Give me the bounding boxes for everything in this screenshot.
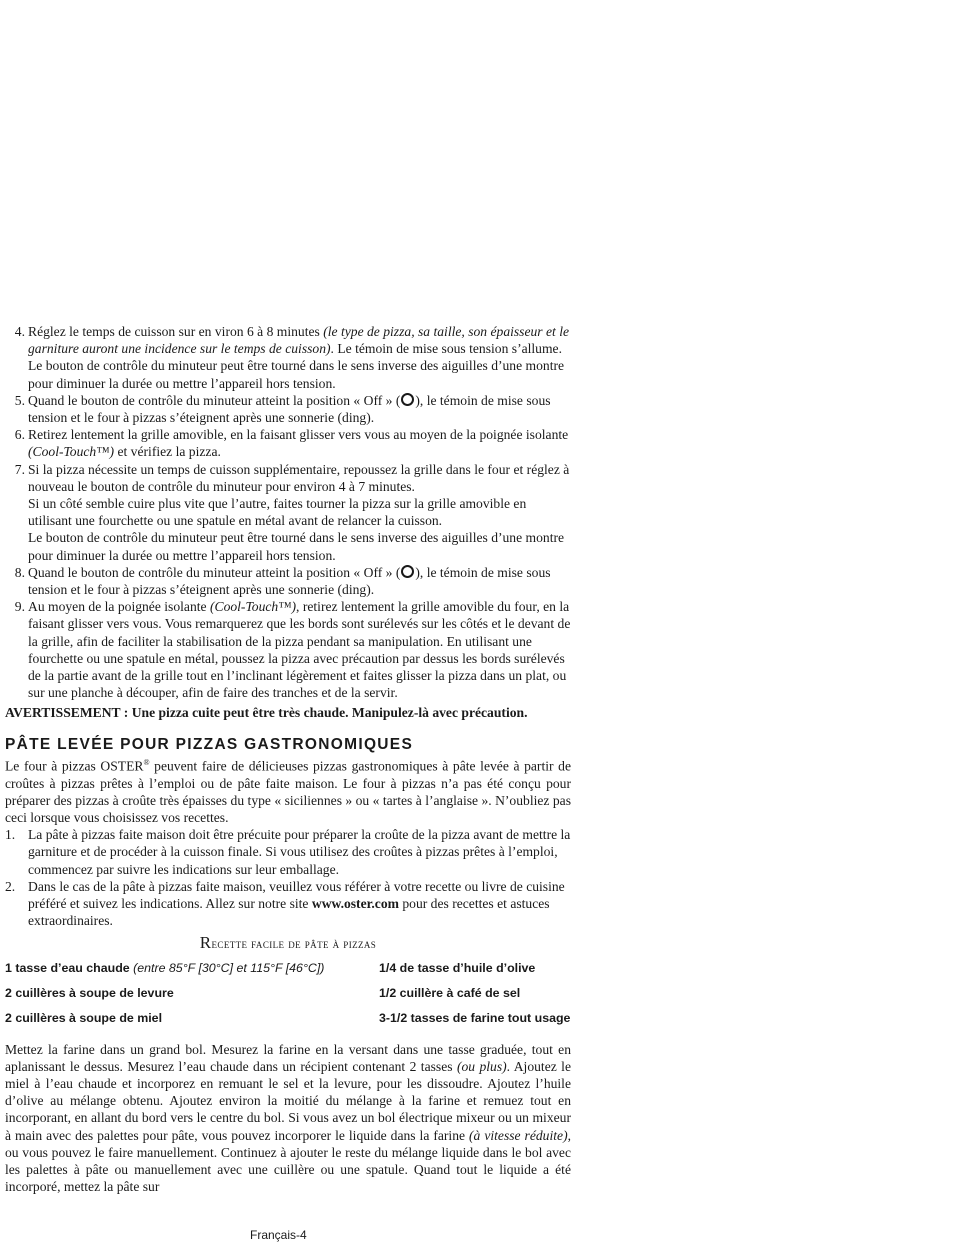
ingredient-row: [5, 960, 571, 985]
cooking-steps-list: [5, 323, 571, 701]
step-item: 9. Au moyen de la poignée isolante (Cool-Touch™), retirez lentement la grille amovible du four, en la faisant glisser vers vous. Vous remarquerez que les bords sont surélevés sur les côtés et le devant de la grille, afin de faciliter la stabilisation de la pizza pendant sa manipulation. En utilisant une fourchette ou une spatule en métal, poussez la pizza avec précaution par dessus les bords surélevés de la partie avant de la grille tout en l’inclinant légèrement et faites glisser la pizza dans un plat, ou sur une planche à découper, afin de faire des tranches et de la servir.: [5, 598, 571, 701]
step-number: 8.: [14, 564, 25, 580]
ingredient: 1/4 de tasse d’huile d’olive: [379, 960, 536, 975]
step-number: 5.: [14, 392, 25, 408]
step-number: 7.: [14, 461, 25, 477]
ingredient: 3-1/2 tasses de farine tout usage: [379, 1010, 571, 1025]
step-note: Le bouton de contrôle du minuteur peut être tourné dans le sens inverse des aiguilles d’une montre pour diminuer la durée ou mettre l’appareil hors tension.: [28, 530, 565, 563]
intro-paragraph: Le four à pizzas OSTER® peuvent faire de délicieuses pizzas gastronomiques à pâte levée à partir de croûtes à pizzas prêtes à l’emploi ou de pâte faite maison. Le four à pizzas n’a pas été conçu pour préparer des pizzas à croûte très épaisses du type « siciliennes » ou « tartes à l’anglaise ». N’oubliez pas ceci lorsque vous choisissez vos recettes.: [5, 757, 571, 826]
dough-steps-list: [5, 826, 571, 929]
ingredient: 2 cuillères à soupe de levure: [5, 985, 174, 1000]
ingredient: 1/2 cuillère à café de sel: [379, 985, 521, 1000]
warning-text: AVERTISSEMENT : Une pizza cuite peut être très chaude. Manipulez-là avec précaution.: [5, 705, 528, 721]
ingredient: 1 tasse d’eau chaude: [5, 960, 130, 975]
section-title: PÂTE LEVÉE POUR PIZZAS GASTRONOMIQUES: [5, 735, 414, 753]
step-item: 5. Quand le bouton de contrôle du minuteur atteint la position « Off » ( ), le témoin de mise sous tension et le four à pizzas s’éteignent après une sonnerie (ding).: [5, 392, 571, 426]
step-number: 4.: [14, 324, 25, 339]
recipe-title: Recette facile de pâte à pizzas: [199, 933, 377, 953]
step-item: 6. Retirez lentement la grille amovible, en la faisant glisser vers vous au moyen de la poignée isolante (Cool-Touch™) et vérifiez la pizza.: [5, 426, 571, 460]
off-ring-icon: [401, 393, 414, 406]
step-item: 7. Si la pizza nécessite un temps de cuisson supplémentaire, repoussez la grille dans le four et réglez à nouveau le bouton de contrôle du minuteur pour environ 4 à 7 minutes. Si un côté semble cuire plus vite que l’autre, faites tourner la pizza sur la grille amovible en utilisant une fourchette ou une spatule en métal avant de relancer la cuisson. Le bouton de contrôle du minuteur peut être tourné dans le sens inverse des aiguilles d’une montre pour diminuer la durée ou mettre l’appareil hors tension.: [5, 461, 571, 564]
ingredient: 2 cuillères à soupe de miel: [5, 1010, 163, 1025]
main-column: [5, 323, 571, 1195]
method-paragraph: Mettez la farine dans un grand bol. Mesurez la farine en la versant dans une tasse graduée, tout en aplanissant le dessus. Mesurez l’eau chaude dans un récipient contenant 2 tasses (ou plus). Ajoutez le miel à l’eau chaude et incorporez en remuant le sel et la levure, pour les dissoudre. Ajoutez l’huile d’olive au mélange obtenu. Ajoutez environ la moitié du mélange à la farine et remuez tout en incorporant, en allant du bord vers le centre du bol. Si vous avez un bol électrique mixeur ou un mixeur à main avec des palettes pour pâte, vous pouvez incorporer le liquide dans la farine (à vitesse réduite), ou vous pouvez le faire manuellement. Continuez à ajouter le reste du mélange liquide dans le bol avec les palettes à pâte ou manuellement avec une cuillère ou une spatule. Quand tout le liquide a été incorporé, mettez la pâte sur: [5, 1041, 571, 1195]
step-number: 9.: [14, 599, 25, 615]
step-item: 4. Réglez le temps de cuisson sur en viron 6 à 8 minutes (le type de pizza, sa taille, son épaisseur et le garniture auront une incidence sur le temps de cuisson). Le témoin de mise sous tension s’allume. Le bouton de contrôle du minuteur peut être tourné dans le sens inverse des aiguilles d’une montre pour diminuer la durée ou mettre l’appareil hors tension.: [5, 323, 571, 392]
step-note: Si un côté semble cuire plus vite que l’autre, faites tourner la pizza sur la grille amovible en utilisant une fourchette ou une spatule en métal avant de relancer la cuisson.: [28, 496, 527, 529]
off-ring-icon: [401, 565, 414, 578]
ingredient-row: [5, 1010, 571, 1035]
ingredient-note: (entre 85°F [30°C] et 115°F [46°C]): [133, 960, 325, 975]
ingredients-list: [5, 960, 571, 1035]
page-footer: Français-4: [250, 1228, 307, 1242]
website-link[interactable]: www.oster.com: [311, 896, 399, 912]
step-number: 6.: [14, 427, 25, 443]
list-item: 2. Dans le cas de la pâte à pizzas faite maison, veuillez vous référer à votre recette ou livre de cuisine préféré et suivez les indications. Allez sur notre site www.oster.com pour des recettes et astuces extraordinaires.: [5, 878, 565, 929]
step-item: 8. Quand le bouton de contrôle du minuteur atteint la position « Off » ( ), le témoin de mise sous tension et le four à pizzas s’éteignent après une sonnerie (ding).: [5, 564, 571, 598]
list-item: 1. La pâte à pizzas faite maison doit être précuite pour préparer la croûte de la pizza avant de mettre la garniture et de procéder à la cuisson finale. Si vous utilisez des croûtes à pizzas prêtes à l’emploi, commencez par suivre les indications sur leur emballage.: [5, 827, 571, 877]
ingredient-row: [5, 985, 571, 1010]
